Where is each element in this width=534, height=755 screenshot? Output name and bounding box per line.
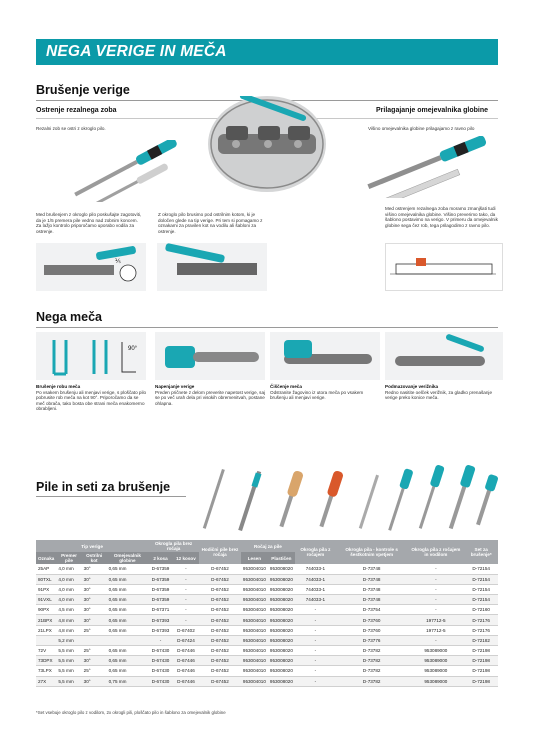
table-cell: 5,2 mm bbox=[56, 635, 81, 645]
table-cell: D-67359 bbox=[148, 595, 173, 605]
table-cell: 0,65 mm bbox=[107, 625, 149, 635]
table-cell: D-67371 bbox=[148, 605, 173, 615]
table-cell: 953004010 bbox=[241, 615, 268, 625]
table-cell: D-67359 bbox=[148, 574, 173, 584]
table-cell: D-67452 bbox=[199, 635, 241, 645]
table-cell: 5,5 mm bbox=[56, 666, 81, 676]
table-group-header: Okrogla pila - kontrole s šestkotnim vpetjem bbox=[336, 540, 407, 564]
table-cell: 30° bbox=[82, 656, 107, 666]
table-cell: D-72176 bbox=[464, 615, 498, 625]
bar-care-item-text: Odstranite žagovino iz utora meča po vsakem brušenju ali menjavi verige. bbox=[270, 389, 364, 401]
table-cell: D-73760 bbox=[336, 625, 407, 635]
table-cell: D-67402 bbox=[173, 625, 199, 635]
text-file-position: Med brušenjem z okroglo pilo poskušajte zagotoviti, da je 1/5 premera pile vedno nad zobnim koncem. Za lažjo kontrolo priporočamo uporabo vodila za ostrenje. bbox=[36, 212, 142, 234]
table-cell: 953008020 bbox=[268, 656, 295, 666]
table-cell: D-72154 bbox=[464, 564, 498, 574]
image-file-angle bbox=[157, 243, 267, 291]
table-cell: D-72154 bbox=[464, 584, 498, 594]
table-cell: D-73748 bbox=[336, 564, 407, 574]
table-row bbox=[36, 615, 498, 625]
table-cell: 30° bbox=[82, 676, 107, 686]
table-sub-header: 12 kosov bbox=[173, 552, 199, 564]
table-cell: D-67430 bbox=[148, 666, 173, 676]
table-cell: 0,75 mm bbox=[107, 676, 149, 686]
table-cell: 5,5 mm bbox=[56, 646, 81, 656]
table-cell: 197712-5 bbox=[407, 615, 464, 625]
table-cell: D-72198 bbox=[464, 666, 498, 676]
bar-care-item-title: Čiščenje meča bbox=[270, 384, 302, 389]
table-cell: 4,8 mm bbox=[56, 615, 81, 625]
table-cell: 953004010 bbox=[241, 595, 268, 605]
table-group-header: Okrogla pila z ročajem bbox=[295, 540, 336, 564]
table-cell: 30° bbox=[82, 595, 107, 605]
table-cell: 0,65 mm bbox=[107, 595, 149, 605]
table-cell: 0,65 mm bbox=[107, 574, 149, 584]
table-cell: 21BPX bbox=[36, 615, 56, 625]
table-cell: D-73760 bbox=[336, 615, 407, 625]
table-cell: 4,0 mm bbox=[56, 564, 81, 574]
table-cell: 27X bbox=[36, 676, 56, 686]
table-cell: 30° bbox=[82, 584, 107, 594]
table-cell: 953008020 bbox=[268, 564, 295, 574]
table-cell: D-67430 bbox=[148, 646, 173, 656]
table-row bbox=[36, 625, 498, 635]
subtitle-depth-gauge: Prilagajanje omejevalnika globine bbox=[376, 107, 489, 114]
table-cell: 30° bbox=[82, 605, 107, 615]
table-cell: - bbox=[295, 646, 336, 656]
table-cell: - bbox=[407, 564, 464, 574]
text-file-angle: Z okroglo pilo brusimo pod ostrilnim kotom, ki je določen glede na tip verige. Pri tem si pomagamo z oznakami za pravilen kot na vodilu ali šabloni za ostrenje. bbox=[158, 212, 263, 234]
table-row bbox=[36, 656, 498, 666]
table-cell: - bbox=[173, 595, 199, 605]
table-cell: - bbox=[173, 574, 199, 584]
table-cell: D-67393 bbox=[148, 615, 173, 625]
table-cell: 91PX bbox=[36, 584, 56, 594]
table-cell: D-67452 bbox=[199, 605, 241, 615]
table-row bbox=[36, 646, 498, 656]
table-sub-header: 2 kosa bbox=[148, 552, 173, 564]
file-parts-table bbox=[36, 540, 498, 687]
table-row bbox=[36, 574, 498, 584]
table-footnote: *Set vsebuje okroglo pilo z vodilom, 2x okrogli pili, ploščato pilo in šablono za omejevalnik globine bbox=[36, 710, 226, 715]
image-file-position bbox=[36, 243, 146, 291]
table-group-header: Tip verige bbox=[36, 540, 148, 552]
bar-care-item-title: Napenjanje verige bbox=[155, 384, 195, 389]
table-cell: D-73782 bbox=[336, 676, 407, 686]
table-cell: D-67452 bbox=[199, 574, 241, 584]
table-cell: 744033-1 bbox=[295, 584, 336, 594]
table-cell: 4,8 mm bbox=[56, 625, 81, 635]
table-cell: D-67452 bbox=[199, 646, 241, 656]
table-cell: 953004010 bbox=[241, 676, 268, 686]
round-file-tool-illustration bbox=[60, 140, 200, 202]
table-cell: 953089000 bbox=[407, 656, 464, 666]
caption-flat-file: Višino omejevalnika globine prilagajamo z ravno pilo bbox=[368, 126, 475, 131]
table-cell: 25AP bbox=[36, 564, 56, 574]
table-cell: 0,65 mm bbox=[107, 605, 149, 615]
table-cell: D-67452 bbox=[199, 615, 241, 625]
table-cell: 953008020 bbox=[268, 605, 295, 615]
table-cell: D-67393 bbox=[148, 625, 173, 635]
table-cell: 30° bbox=[82, 564, 107, 574]
table-cell: 0,65 mm bbox=[107, 656, 149, 666]
table-cell: D-73782 bbox=[336, 656, 407, 666]
table-cell: 953004010 bbox=[241, 646, 268, 656]
bar-care-item-1 bbox=[36, 384, 148, 412]
table-cell: 25° bbox=[82, 625, 107, 635]
bar-care-item-text: Po vsakem brušenju ali menjavi verige, s ploščato pilo pobrusite rob meča na kot 90°. Priporočamo da se meč obrača, tako bosta obe strani meča enakomerno obrabljeni. bbox=[36, 389, 147, 412]
table-cell: - bbox=[407, 584, 464, 594]
table-cell: D-72182 bbox=[464, 635, 498, 645]
flat-file-tool-illustration bbox=[355, 136, 503, 198]
table-cell: 4,0 mm bbox=[56, 595, 81, 605]
table-cell: 953004010 bbox=[241, 625, 268, 635]
section-divider bbox=[36, 327, 498, 328]
table-cell: 953008020 bbox=[268, 676, 295, 686]
section-divider bbox=[36, 496, 186, 497]
table-cell: 5,5 mm bbox=[56, 676, 81, 686]
table-cell: - bbox=[295, 615, 336, 625]
table-cell: - bbox=[407, 574, 464, 584]
table-row bbox=[36, 595, 498, 605]
table-cell: D-67452 bbox=[199, 676, 241, 686]
table-cell: - bbox=[173, 605, 199, 615]
table-cell: D-73754 bbox=[336, 605, 407, 615]
table-group-header: Hodični pile brez ročaja bbox=[199, 540, 241, 564]
table-row bbox=[36, 564, 498, 574]
table-cell: - bbox=[173, 564, 199, 574]
table-cell: D-73776 bbox=[336, 635, 407, 645]
table-row bbox=[36, 635, 498, 645]
table-cell: 73LPX bbox=[36, 666, 56, 676]
table-row bbox=[36, 605, 498, 615]
table-row bbox=[36, 676, 498, 686]
table-cell: 744033-1 bbox=[295, 574, 336, 584]
table-cell: 4,0 mm bbox=[56, 574, 81, 584]
table-row bbox=[36, 584, 498, 594]
bar-care-item-text: Redno nasitite oelček verižnik, za gladko prenašanje verige preko konice meča. bbox=[385, 389, 492, 401]
page-banner bbox=[36, 39, 498, 65]
table-cell: 744033-1 bbox=[295, 564, 336, 574]
table-group-header: Ročaj za pile bbox=[241, 540, 295, 552]
table-cell: D-67359 bbox=[148, 584, 173, 594]
table-cell: D-67452 bbox=[199, 625, 241, 635]
image-depth-gauge-diagram bbox=[385, 243, 503, 291]
angle-label: 90° bbox=[128, 346, 138, 352]
table-cell: D-72198 bbox=[464, 676, 498, 686]
table-cell: 953004010 bbox=[241, 584, 268, 594]
table-cell: 25° bbox=[82, 646, 107, 656]
table-cell: D-67446 bbox=[173, 656, 199, 666]
table-cell: 953089000 bbox=[407, 676, 464, 686]
table-cell bbox=[82, 635, 107, 645]
table-group-header: Okrogla pila z ročajem in vodilom bbox=[407, 540, 464, 564]
table-cell: 197712-5 bbox=[407, 625, 464, 635]
table-sub-header: Premer pile bbox=[56, 552, 81, 564]
table-cell: 953008020 bbox=[268, 574, 295, 584]
table-sub-header: Lesen bbox=[241, 552, 268, 564]
bar-care-item-text: Preden pričnete z delom preverite napetost verige, saj se po več urah dela pri visokih obremenitvah, postane ohlapna. bbox=[155, 389, 266, 406]
table-cell: 953008020 bbox=[268, 646, 295, 656]
caption-round-file: Rezalni zob se ostri z okroglo pilo. bbox=[36, 126, 106, 131]
table-cell: D-72176 bbox=[464, 625, 498, 635]
table-cell: - bbox=[295, 676, 336, 686]
table-cell: 0,65 mm bbox=[107, 564, 149, 574]
table-cell: 5,5 mm bbox=[56, 656, 81, 666]
image-bar-cleaning bbox=[270, 332, 380, 380]
table-cell: 953004010 bbox=[241, 605, 268, 615]
table-cell: 25° bbox=[82, 666, 107, 676]
table-cell: - bbox=[295, 625, 336, 635]
table-cell: 80TXL bbox=[36, 574, 56, 584]
text-depth-gauge: Med ostrenjem rezalnega zoba moramo zmanjšati tudi višino omejevalnika globine. Višino preverimo tako, da šablono postavimo na verigo. V primeru da omejevalnik globine sega čez rob, tega prilagodimo z ravno pilo. bbox=[385, 206, 498, 228]
bar-care-item-3 bbox=[270, 384, 382, 401]
table-cell: D-73748 bbox=[336, 574, 407, 584]
table-cell: D-67446 bbox=[173, 676, 199, 686]
table-cell: 953004010 bbox=[241, 666, 268, 676]
table-cell: 72V bbox=[36, 646, 56, 656]
table-cell: 953004010 bbox=[241, 635, 268, 645]
table-cell: 953008020 bbox=[268, 625, 295, 635]
image-chain-tensioning bbox=[155, 332, 265, 380]
table-cell: - bbox=[295, 605, 336, 615]
bar-care-item-title: Brušenje robu meča bbox=[36, 384, 81, 389]
table-cell: 744033-1 bbox=[295, 595, 336, 605]
table-cell: D-72154 bbox=[464, 574, 498, 584]
bar-care-item-2 bbox=[155, 384, 267, 406]
table-cell: D-67446 bbox=[173, 666, 199, 676]
table-cell: - bbox=[407, 595, 464, 605]
table-cell: 30° bbox=[82, 574, 107, 584]
bar-care-item-title: Podmazovanje verižnika bbox=[385, 384, 439, 389]
table-cell: D-73782 bbox=[336, 666, 407, 676]
section-title-bar-care: Nega meča bbox=[36, 310, 103, 324]
table-cell: 953089000 bbox=[407, 666, 464, 676]
table-cell: D-72154 bbox=[464, 595, 498, 605]
image-bar-edge-filing bbox=[36, 332, 146, 380]
table-cell: 30° bbox=[82, 615, 107, 625]
fraction-label: ⅕ bbox=[115, 259, 121, 265]
subtitle-tooth-sharpening: Ostrenje rezalnega zoba bbox=[36, 107, 117, 114]
table-cell: D-72198 bbox=[464, 646, 498, 656]
table-sub-header: Ostrilni kot bbox=[82, 552, 107, 564]
table-cell: D-67452 bbox=[199, 666, 241, 676]
table-cell: 953008020 bbox=[268, 584, 295, 594]
table-sub-header: Oznaka bbox=[36, 552, 56, 564]
table-sub-header: Omejevalnik globine bbox=[107, 552, 149, 564]
table-cell: - bbox=[407, 605, 464, 615]
table-cell: 953008020 bbox=[268, 595, 295, 605]
file-products-image bbox=[190, 464, 502, 536]
table-cell: 21LPX bbox=[36, 625, 56, 635]
table-cell: D-73748 bbox=[336, 595, 407, 605]
bar-care-item-4 bbox=[385, 384, 503, 401]
table-cell: 4,5 mm bbox=[56, 605, 81, 615]
table-cell: 73DPX bbox=[36, 656, 56, 666]
table-cell: 953089000 bbox=[407, 646, 464, 656]
table-cell bbox=[36, 635, 56, 645]
table-cell: - bbox=[295, 635, 336, 645]
table-cell: D-67430 bbox=[148, 656, 173, 666]
table-cell: - bbox=[173, 584, 199, 594]
table-cell: 91VXL bbox=[36, 595, 56, 605]
table-cell: - bbox=[148, 635, 173, 645]
table-cell: 953008020 bbox=[268, 615, 295, 625]
banner-title: NEGA VERIGE IN MEČA bbox=[46, 43, 227, 60]
section-title-files: Pile in seti za brušenje bbox=[36, 480, 171, 494]
table-cell: 0,65 mm bbox=[107, 584, 149, 594]
table-sub-header: Plastičen bbox=[268, 552, 295, 564]
table-group-header: Okrogla pila brez ročaja bbox=[148, 540, 199, 552]
table-cell: D-67452 bbox=[199, 656, 241, 666]
section-title-chain-sharpening: Brušenje verige bbox=[36, 83, 130, 97]
table-cell: D-67359 bbox=[148, 564, 173, 574]
table-cell: 0,65 mm bbox=[107, 666, 149, 676]
table-cell: 953004010 bbox=[241, 656, 268, 666]
table-cell: - bbox=[295, 666, 336, 676]
table-cell: 90PX bbox=[36, 605, 56, 615]
table-group-header: Set za brušenje* bbox=[464, 540, 498, 564]
table-cell: D-73782 bbox=[336, 646, 407, 656]
table-cell: - bbox=[173, 615, 199, 625]
table-cell: 0,65 mm bbox=[107, 646, 149, 656]
image-sprocket-lubrication bbox=[385, 332, 503, 380]
table-cell: D-67446 bbox=[173, 646, 199, 656]
chain-closeup-image bbox=[208, 96, 326, 192]
table-cell: D-72198 bbox=[464, 656, 498, 666]
table-cell: D-72160 bbox=[464, 605, 498, 615]
table-cell: 953008020 bbox=[268, 666, 295, 676]
table-cell: D-67452 bbox=[199, 564, 241, 574]
table-cell: D-67424 bbox=[173, 635, 199, 645]
table-cell: D-73748 bbox=[336, 584, 407, 594]
table-cell: 0,65 mm bbox=[107, 615, 149, 625]
table-cell: D-67430 bbox=[148, 676, 173, 686]
table-cell: - bbox=[295, 656, 336, 666]
table-cell: D-67452 bbox=[199, 595, 241, 605]
table-cell bbox=[107, 635, 149, 645]
table-cell: D-67452 bbox=[199, 584, 241, 594]
table-cell: 953008020 bbox=[268, 635, 295, 645]
table-cell: 4,0 mm bbox=[56, 584, 81, 594]
table-cell: 953004010 bbox=[241, 574, 268, 584]
table-cell: 953004010 bbox=[241, 564, 268, 574]
table-cell: - bbox=[407, 635, 464, 645]
table-row bbox=[36, 666, 498, 676]
